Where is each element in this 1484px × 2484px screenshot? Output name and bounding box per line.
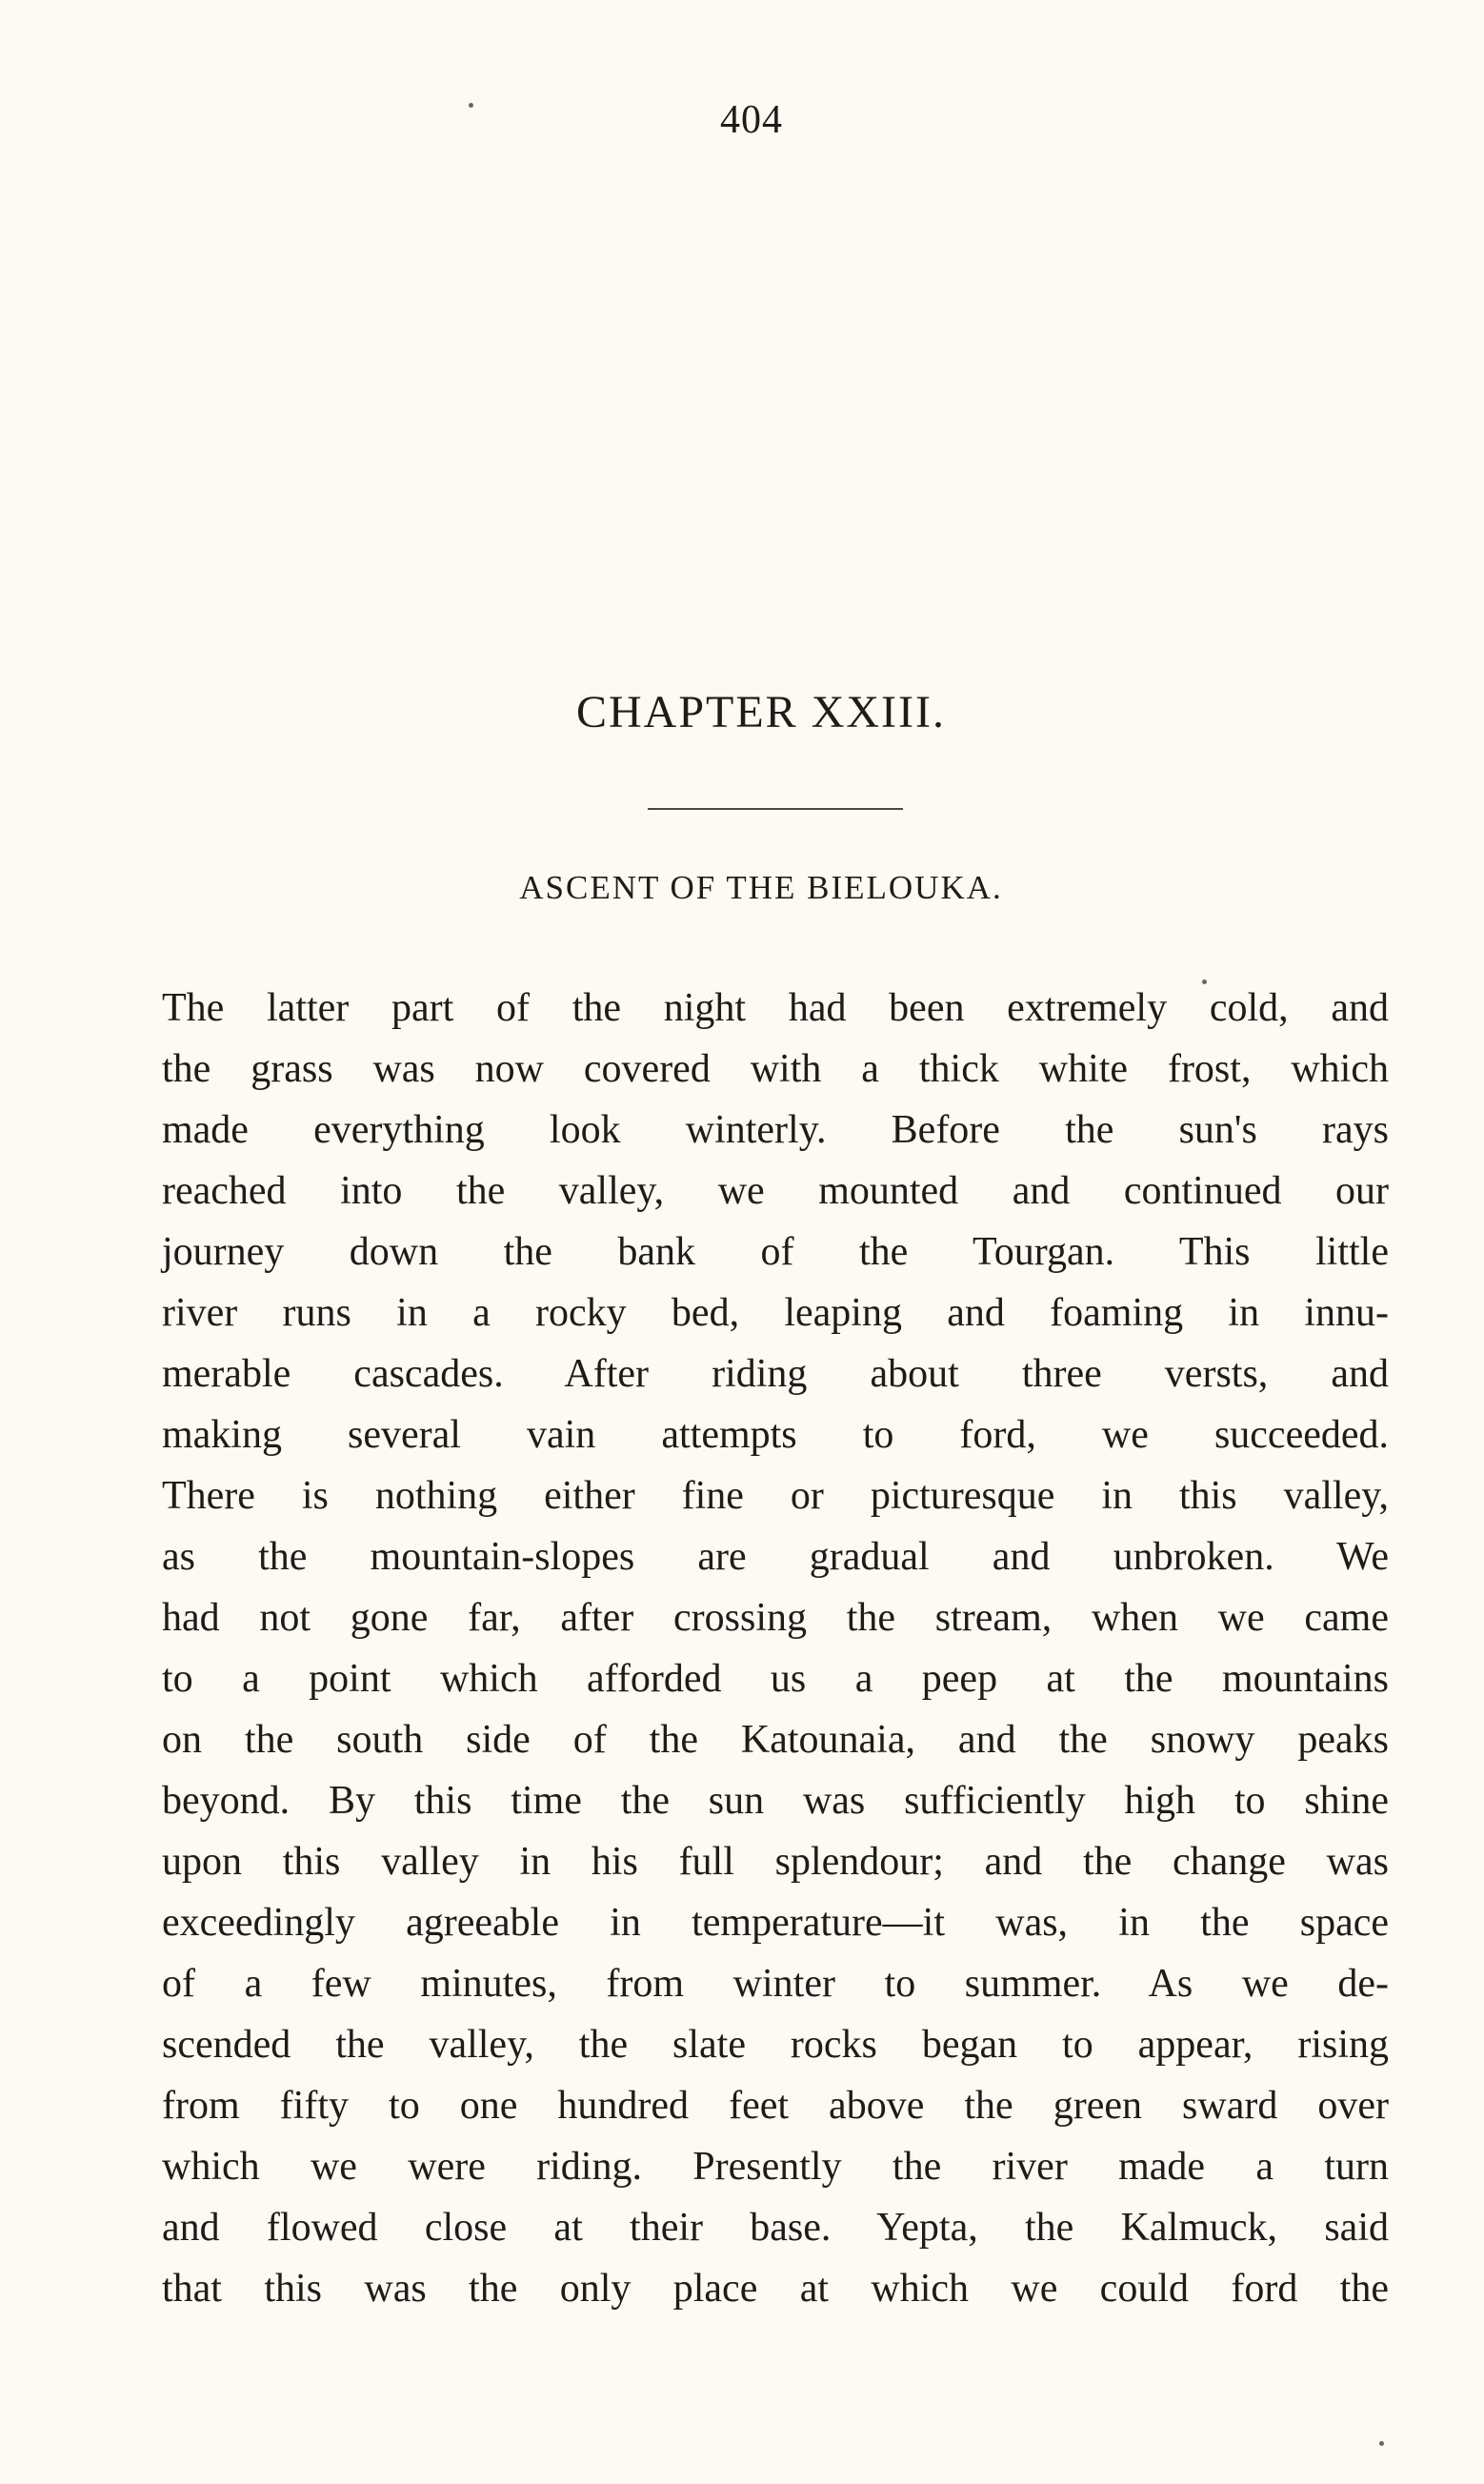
- text-line: on the south side of the Katounaia, and the snowy peaks: [162, 1718, 1389, 1762]
- text-line: upon this valley in his full splendour; and the change was: [162, 1840, 1389, 1884]
- text-line: beyond. By this time the sun was sufficiently high to shine: [162, 1779, 1389, 1823]
- text-line: made everything look winterly. Before the sun's rays: [162, 1108, 1389, 1152]
- text-line: to a point which afforded us a peep at the mountains: [162, 1657, 1389, 1701]
- text-line: that this was the only place at which we could ford the: [162, 2267, 1389, 2311]
- text-line: and flowed close at their base. Yepta, the Kalmuck, said: [162, 2206, 1389, 2250]
- text-line: as the mountain-slopes are gradual and unbroken. We: [162, 1535, 1389, 1579]
- body-paragraph: [162, 978, 1389, 2319]
- text-line: scended the valley, the slate rocks began to appear, rising: [162, 2023, 1389, 2067]
- text-line: of a few minutes, from winter to summer. As we de-: [162, 1962, 1389, 2006]
- ink-speck: [1379, 2441, 1384, 2446]
- ink-speck: [469, 103, 473, 108]
- chapter-subtitle: ASCENT OF THE BIELOUKA.: [519, 869, 1003, 906]
- text-line: The latter part of the night had been extremely cold, and: [162, 986, 1389, 1030]
- text-line: exceedingly agreeable in temperature—it was, in the space: [162, 1901, 1389, 1945]
- text-line: reached into the valley, we mounted and continued our: [162, 1169, 1389, 1213]
- text-line: merable cascades. After riding about three versts, and: [162, 1352, 1389, 1396]
- text-line: river runs in a rocky bed, leaping and foaming in innu-: [162, 1291, 1389, 1335]
- text-line: had not gone far, after crossing the stream, when we came: [162, 1596, 1389, 1640]
- page-number: 404: [720, 98, 783, 142]
- text-line: There is nothing either fine or picturesque in this valley,: [162, 1474, 1389, 1518]
- text-line: making several vain attempts to ford, we succeeded.: [162, 1413, 1389, 1457]
- text-line: from fifty to one hundred feet above the green sward over: [162, 2084, 1389, 2128]
- text-line: journey down the bank of the Tourgan. This little: [162, 1230, 1389, 1274]
- title-divider-rule: [648, 808, 903, 810]
- text-line: the grass was now covered with a thick white frost, which: [162, 1047, 1389, 1091]
- text-line: which we were riding. Presently the river made a turn: [162, 2145, 1389, 2189]
- ink-speck: [1202, 979, 1207, 984]
- chapter-title: CHAPTER XXIII.: [576, 687, 946, 737]
